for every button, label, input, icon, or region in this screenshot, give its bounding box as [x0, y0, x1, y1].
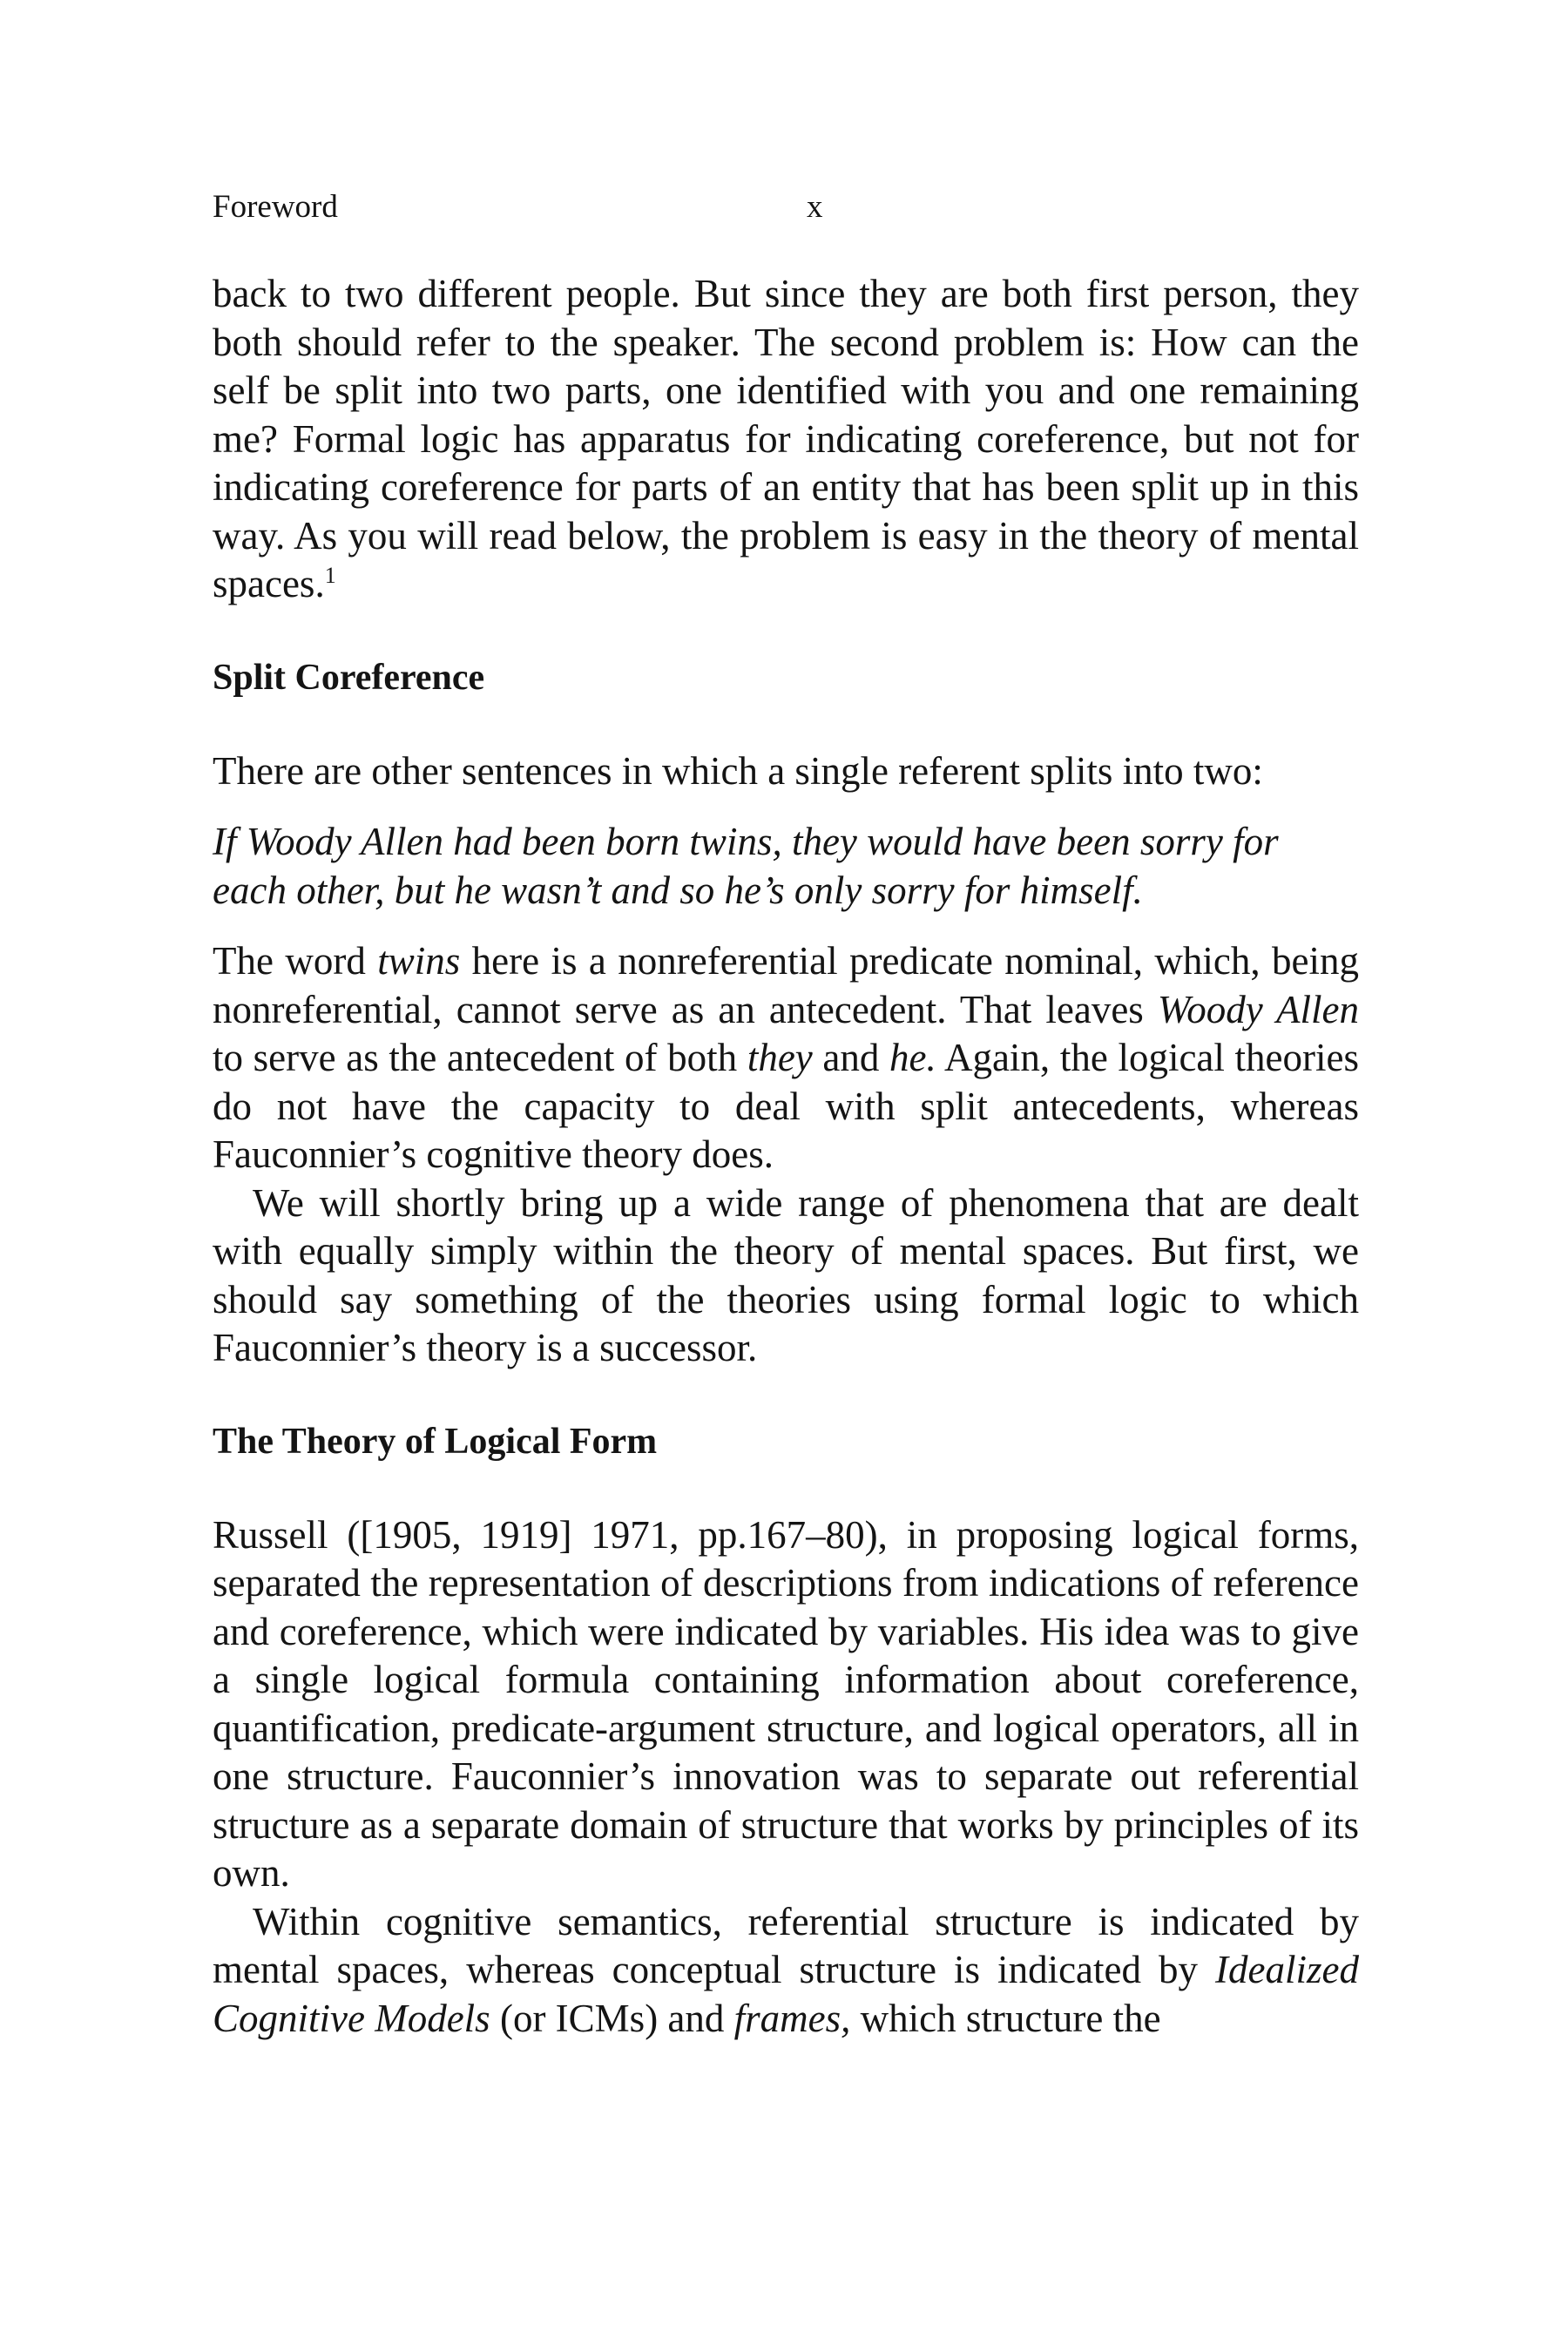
- example-quote: If Woody Allen had been born twins, they would have been sorry for each other, but he wasn’t and so he’s only sorry for himself.: [213, 820, 1279, 912]
- text-run: to serve as the antecedent of both: [213, 1036, 747, 1079]
- heading-logical-form: The Theory of Logical Form: [213, 1421, 658, 1462]
- paragraph-phenomena: We will shortly bring up a wide range of phenomena that are dealt with equally simply within the theory of mental spaces. But first, we should say something of the theories using formal logic to which Fauconnier’s theory is a successor.: [213, 1180, 1359, 1369]
- emphasis-woody-allen: Woody Allen: [1157, 987, 1359, 1031]
- emphasis-twins: twins: [377, 939, 461, 983]
- paragraph-twins: [213, 937, 1359, 1179]
- text-run: Again, the logical theories do not have the capacity to deal with split antecedents, whereas Fauconnier’s cognitive theory does.: [213, 1036, 1359, 1176]
- page-number: x: [807, 189, 823, 225]
- text-run: here is a nonreferential predicate nominal, which, being nonreferential, cannot serve as an antecedent. That leaves: [213, 939, 1359, 1031]
- emphasis-icm: Idealized Cognitive Models: [213, 1948, 1359, 2040]
- paragraph-split-intro: There are other sentences in which a single referent splits into two:: [213, 748, 1263, 793]
- text-run: (or ICMs) and: [490, 1996, 734, 2040]
- text-run: The word: [213, 939, 378, 983]
- emphasis-they: they: [747, 1036, 813, 1079]
- body-text: [213, 270, 1359, 2043]
- paragraph-russell: Russell ([1905, 1919] 1971, pp.167–80), in proposing logical forms, separated the representation of descriptions from indications of reference and coreference, which were indicated by variables. His idea was to give a single logical formula containing information about coreference, quantification, predicate-argument structure, and logical operators, all in one structure. Fauconnier’s innovation was to separate out referential structure as a separate domain of structure that works by principles of its own.: [213, 1512, 1359, 1895]
- paragraph-cognitive-semantics: [213, 1898, 1359, 2044]
- text-run: which structure the: [850, 1996, 1161, 2040]
- book-page: [213, 174, 1359, 2043]
- running-head-section: Foreword: [213, 189, 338, 225]
- paragraph-continuation: [213, 270, 1359, 609]
- emphasis-he: he.: [889, 1036, 936, 1079]
- footnote-marker: 1: [324, 563, 336, 588]
- heading-split-coreference: Split Coreference: [213, 657, 485, 698]
- running-head: [213, 174, 1359, 226]
- text-run: and: [812, 1036, 890, 1079]
- text-run: Within cognitive semantics, referential structure is indicated by mental spaces, whereas conceptual structure is indicated by: [213, 1899, 1359, 1991]
- emphasis-frames: frames,: [733, 1996, 851, 2040]
- paragraph-1-text: back to two different people. But since they are both first person, they both should refer to the speaker. The second problem is: How can the self be split into two parts, one identified with you and one remaining me? Formal logic has apparatus for indicating coreference, but not for indicating coreference for parts of an entity that has been split up in this way. As you will read below, the problem is easy in the theory of mental spaces.: [213, 272, 1359, 605]
